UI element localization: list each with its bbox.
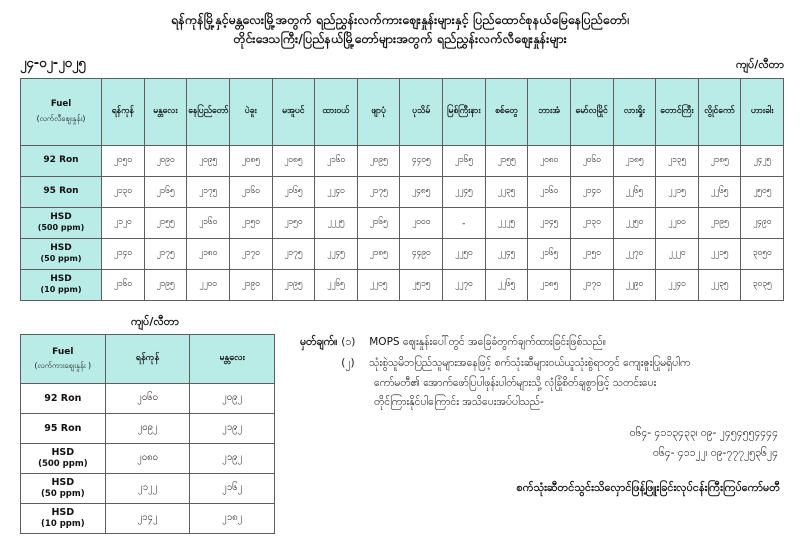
row-label-main: HSD — [51, 477, 75, 489]
price-cell: ၂၀၉၂ — [190, 383, 275, 413]
column-header: ဟားခါး — [741, 78, 784, 145]
column-header: ရန်ကုန် — [102, 78, 145, 145]
column-header: ဖျာပုံ — [357, 78, 400, 145]
price-cell: ၂၀၉၀ — [144, 145, 187, 176]
wholesale-table-unit-label: ကျပ်/လီတာ — [131, 314, 179, 328]
price-cell: ၂၂၆၅ — [698, 176, 741, 207]
price-cell: ၂၀၈၀ — [105, 443, 190, 473]
price-cell: ၂၁၇၅ — [144, 238, 187, 269]
table-header-row — [21, 78, 784, 145]
price-cell: ၂၀၆၀ — [570, 145, 613, 176]
price-cell: ၂၂၂၅ — [485, 207, 528, 238]
note-row — [300, 354, 782, 373]
price-cell: ၂၁၄၂ — [105, 503, 190, 533]
price-cell: ၂၂၀၀ — [656, 207, 699, 238]
row-label — [21, 503, 106, 533]
price-cell: - — [443, 207, 486, 238]
price-cell: ၂၂၅၀ — [443, 238, 486, 269]
row-label — [21, 238, 102, 269]
price-cell: ၂၁၆၀ — [187, 207, 230, 238]
price-cell: ၂၂၃၅ — [698, 269, 741, 300]
fuel-header-sub: (လက်ကားဈေးနှုန်း ) — [34, 361, 92, 371]
page-title — [0, 0, 800, 49]
price-cell: ၂၀၈၅ — [272, 145, 315, 176]
price-cell: ၂၁၅၀ — [229, 207, 272, 238]
price-cell: ၂၂၀၀ — [187, 269, 230, 300]
row-label — [21, 443, 106, 473]
price-cell: ၂၁၅၅ — [144, 207, 187, 238]
row-label — [21, 413, 106, 443]
column-header: စစ်တွေ — [485, 78, 528, 145]
row-label-main: 95 Ron — [44, 422, 82, 434]
row-label-main: 95 Ron — [43, 186, 79, 197]
report-date: ၂၄-၀၂-၂၀၂၅ — [20, 55, 86, 71]
wholesale-price-table — [20, 334, 275, 534]
price-cell: ၂၂၆၅ — [315, 269, 358, 300]
column-header: ပဲခူး — [229, 78, 272, 145]
column-header: မော်လမြိုင် — [570, 78, 613, 145]
price-cell: ၂၂၀၅ — [357, 269, 400, 300]
fuel-header-sub: (လက်လီဈေးနှုန်း) — [36, 114, 86, 124]
price-cell: ၂၁၈၂ — [190, 503, 275, 533]
price-cell: ၂၁၃၀ — [570, 207, 613, 238]
price-cell: ၂၁၇၀ — [570, 269, 613, 300]
price-cell: ၂၂၁၅ — [656, 176, 699, 207]
contact-phones — [300, 424, 782, 464]
price-cell: ၂၁၄၅ — [528, 207, 571, 238]
price-cell: ၂၀၉၂ — [105, 413, 190, 443]
row-label-main: 92 Ron — [44, 392, 82, 404]
price-cell: ၂၀၈၅ — [229, 145, 272, 176]
note-text-line3: တိုင်ကြားနိုင်ပါကြောင်း အသိပေးအပ်ပါသည်- — [374, 396, 544, 409]
lower-section — [0, 315, 800, 534]
price-cell: ၂၁၆၀ — [315, 145, 358, 176]
row-label-sub: (10 ppm) — [41, 518, 85, 529]
price-cell: ၄၄၀၅ — [400, 145, 443, 176]
column-header: မြစ်ကြီးနား — [443, 78, 486, 145]
note-number: (၂) — [341, 357, 355, 370]
column-header: မန္တလေး — [144, 78, 187, 145]
row-label — [21, 145, 102, 176]
column-header: ရန်ကုန် — [105, 334, 190, 383]
row-label-sub: (50 ppm) — [40, 254, 82, 264]
phone-line: ၀၆၄- ၄၁၁၂၂၊ ၀၉-၇၇၇၂၅၃၆၂၄ — [652, 447, 778, 460]
price-cell: ၂၁၆၀ — [528, 176, 571, 207]
price-cell: ၂၁၉၅ — [698, 207, 741, 238]
row-label — [21, 383, 106, 413]
main-table-unit-label: ကျပ်/လီတာ — [736, 57, 784, 71]
price-cell: ၂၂၉၀ — [613, 269, 656, 300]
table-row — [21, 238, 784, 269]
column-header: မအူပင် — [272, 78, 315, 145]
price-cell: ၂၁၅၅ — [485, 145, 528, 176]
row-label-sub: (10 ppm) — [40, 285, 82, 295]
price-cell: ၂၁၆၀ — [102, 269, 145, 300]
date-unit-row — [0, 49, 800, 76]
row-label-sub: (50 ppm) — [41, 488, 85, 499]
column-header: တောင်ကြီး — [656, 78, 699, 145]
column-header: ထားဝယ် — [315, 78, 358, 145]
price-cell: ၂၀၈၀ — [528, 145, 571, 176]
price-cell: ၂၄၂၅ — [741, 145, 784, 176]
price-cell: ၂၁၇၅ — [272, 238, 315, 269]
price-cell: ၂၁၄၀ — [102, 238, 145, 269]
phone-line: ၀၆၄- ၄၁၁၃၄၃၃၊ ၀၉- ၂၄၅၄၅၅၄၄၄၄ — [629, 427, 778, 440]
price-cell: ၂၁၈၅ — [357, 238, 400, 269]
row-label — [21, 176, 102, 207]
price-cell: ၂၁၃၅ — [656, 145, 699, 176]
price-cell: ၂၂၄၀ — [656, 269, 699, 300]
note-text: MOPS ဈေးနှုန်းပေါ်တွင် အခြေခံတွက်ချက်ထားခြင်းဖြစ်သည်။ — [369, 335, 606, 348]
issuing-organization: စက်သုံးဆီတင်သွင်းသိလှောင်ဖြန့်ဖြူးခြင်းလုပ်ငန်းကြီးကြပ်ကော်မတီ — [516, 481, 780, 495]
price-cell: ၃၀၃၅ — [741, 269, 784, 300]
row-label-sub: (500 ppm) — [37, 223, 85, 233]
price-cell: ၂၀၅၀ — [102, 145, 145, 176]
note-text: သုံးစွဲသူမိဘပြည်သူများအနေဖြင့် စက်သုံးဆီများဝယ်ယူသုံးစွဲရာတွင် ကျေးဇူးပြုမရှိပါက — [369, 357, 691, 370]
price-cell: ၂၂၃၅ — [485, 176, 528, 207]
note-text-line2: ကော်မတီ၏ အောက်ဖော်ပြပါဖုန်းပါတ်များသို့ လုံခြုံစိတ်ချစွာဖြင့် သတင်းပေး — [374, 376, 657, 389]
title-line-1: ရန်ကုန်မြို့နှင့်မန္တလေးမြို့အတွက် ရည်ညွှန်းလက်ကားဈေးနှုန်းများနှင့် ပြည်ထောင်စုနယ်မြေနေပြည်တော်၊ — [170, 12, 630, 27]
column-header: ပုသိမ် — [400, 78, 443, 145]
price-cell: ၂၂၄၅ — [443, 176, 486, 207]
price-cell: ၂၁၅၀ — [570, 238, 613, 269]
row-label-main: 92 Ron — [43, 155, 79, 166]
price-cell: ၂၁၂၀ — [102, 207, 145, 238]
column-header: ဘားအံ — [528, 78, 571, 145]
price-cell: ၂၅၁၅ — [400, 269, 443, 300]
price-cell: ၂၁၆၅ — [272, 176, 315, 207]
price-cell: ၂၂၂၅ — [315, 207, 358, 238]
price-cell: ၂၀၉၅ — [187, 145, 230, 176]
row-label-main: HSD — [51, 447, 75, 459]
row-label — [21, 207, 102, 238]
price-cell: ၂၂၁၅ — [698, 238, 741, 269]
price-cell: ၂၀၉၅ — [357, 145, 400, 176]
price-cell: ၂၀၀၀ — [400, 207, 443, 238]
title-line-2: တိုင်းဒေသကြီး/ပြည်နယ်မြို့တော်များအတွက် ရည်ညွှန်းလက်လီဈေးနှုန်းများ — [233, 31, 567, 47]
price-cell: ၂၁၆၅ — [528, 238, 571, 269]
table-row — [21, 383, 275, 413]
retail-price-table — [20, 78, 784, 301]
price-cell: ၂၂၄၅ — [485, 238, 528, 269]
price-cell: ၂၂၄၀ — [315, 176, 358, 207]
price-cell: ၂၁၄၀ — [570, 176, 613, 207]
price-cell: ၂၂၆၅ — [485, 269, 528, 300]
table-row — [21, 176, 784, 207]
price-cell: ၂၁၈၅ — [613, 145, 656, 176]
price-cell: ၂၅၀၅ — [741, 176, 784, 207]
column-header: လားရှိုး — [613, 78, 656, 145]
notes-heading: မှတ်ချက်။ — [300, 335, 338, 348]
row-label-main: HSD — [50, 243, 72, 254]
price-cell: ၂၁၉၀ — [229, 269, 272, 300]
row-label-main: HSD — [50, 212, 72, 223]
price-cell: ၂၁၆၅ — [144, 176, 187, 207]
price-cell: ၂၂၇၀ — [613, 238, 656, 269]
table-row — [21, 269, 784, 300]
fuel-column-header — [21, 78, 102, 145]
price-cell: ၂၁၆၅ — [357, 207, 400, 238]
price-cell: ၂၁၈၀ — [187, 238, 230, 269]
price-cell: ၂၂၇၀ — [443, 269, 486, 300]
price-cell: ၂၂၅၀ — [613, 207, 656, 238]
note-heading-row — [300, 333, 782, 352]
table-row — [21, 145, 784, 176]
price-cell: ၂၂၆၅ — [613, 176, 656, 207]
price-cell: ၃၀၅၀ — [741, 238, 784, 269]
price-cell: ၂၁၃၀ — [102, 176, 145, 207]
table-row — [21, 413, 275, 443]
table-header-row — [21, 334, 275, 383]
price-cell: ၂၄၈၅ — [400, 176, 443, 207]
price-cell: ၂၁၆၅ — [443, 145, 486, 176]
price-cell: ၂၁၇၀ — [229, 238, 272, 269]
column-header: လွိုင်ကော် — [698, 78, 741, 145]
price-cell: ၂၁၉၂ — [190, 443, 275, 473]
row-label-main: HSD — [50, 274, 72, 285]
price-cell: ၂၁၈၅ — [528, 269, 571, 300]
table-row — [21, 207, 784, 238]
fuel-header-label: Fuel — [50, 98, 72, 109]
note-number: (၁) — [341, 335, 356, 348]
column-header: နေပြည်တော် — [187, 78, 230, 145]
price-cell: ၂၀၆၀ — [105, 383, 190, 413]
table-row — [21, 503, 275, 533]
notes-section — [300, 333, 782, 499]
row-label-main: HSD — [51, 507, 75, 519]
fuel-column-header — [21, 334, 106, 383]
row-label — [21, 269, 102, 300]
price-cell: ၂၁၂၂ — [105, 473, 190, 503]
row-label-sub: (500 ppm) — [38, 458, 88, 469]
table-row — [21, 473, 275, 503]
price-cell: ၂၁၈၅ — [698, 145, 741, 176]
row-label — [21, 473, 106, 503]
table-row — [21, 443, 275, 473]
price-cell: ၂၁၆၀ — [229, 176, 272, 207]
fuel-header-label: Fuel — [52, 346, 74, 357]
price-cell: ၂၄၉၀ — [741, 207, 784, 238]
price-cell: ၂၂၄၅ — [315, 238, 358, 269]
column-header: မန္တလေး — [190, 334, 275, 383]
price-cell: ၂၁၉၂ — [190, 413, 275, 443]
price-cell: ၂၁၆၂ — [190, 473, 275, 503]
price-cell: ၂၁၉၅ — [272, 269, 315, 300]
price-cell: ၂၁၅၀ — [272, 207, 315, 238]
price-cell: ၂၁၇၅ — [357, 176, 400, 207]
price-cell: ၂၁၉၅ — [144, 269, 187, 300]
price-cell: ၂၂၂၀ — [656, 238, 699, 269]
price-cell: ၂၁၇၅ — [187, 176, 230, 207]
price-cell: ၄၄၉၀ — [400, 238, 443, 269]
